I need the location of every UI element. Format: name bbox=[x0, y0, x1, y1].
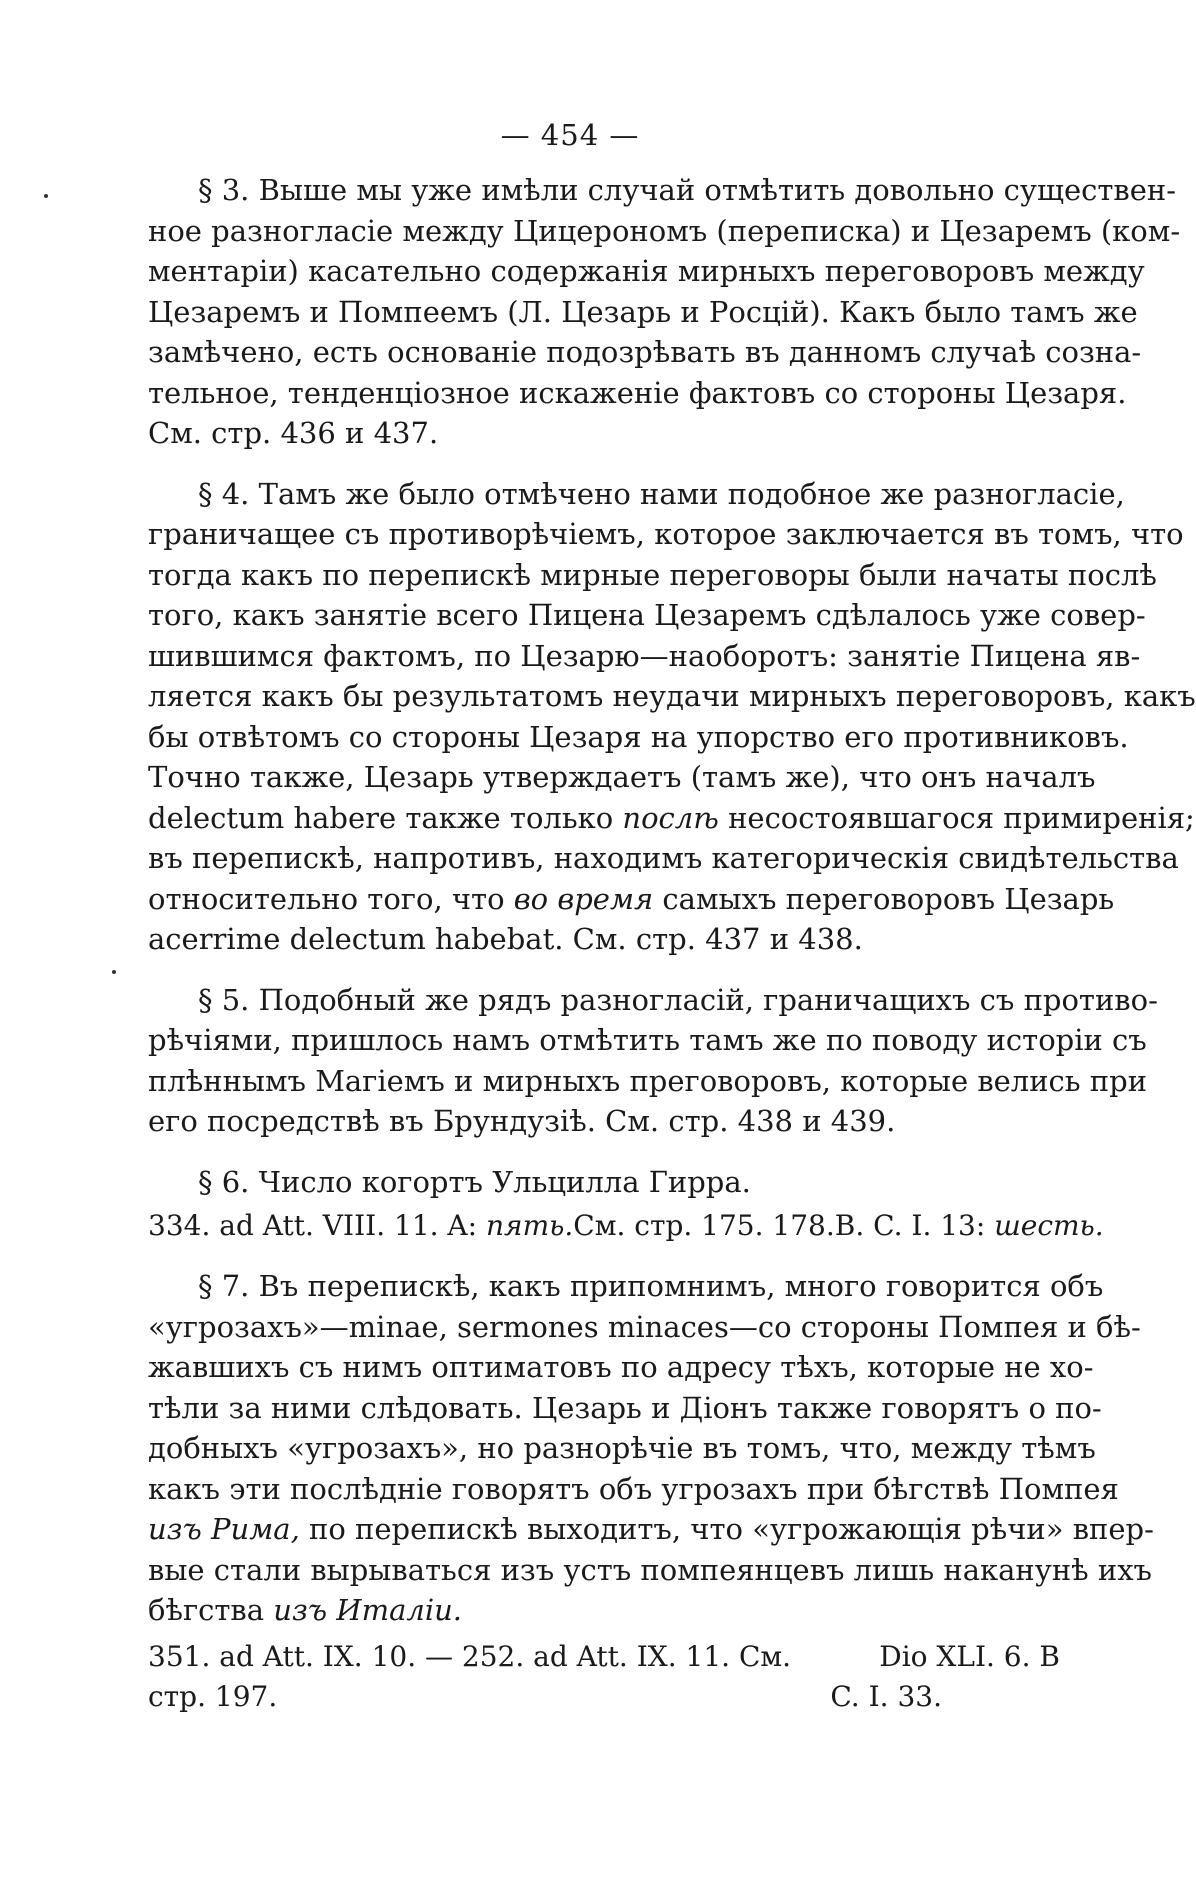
reference-pages: См. стр. 175. 178. bbox=[573, 1209, 835, 1242]
italic-emphasis: во время bbox=[513, 881, 654, 916]
section-7-line: жавшихъ съ нимъ оптиматовъ по адресу тѣхъ, которые не хо- bbox=[148, 1350, 1094, 1384]
margin-mark bbox=[112, 970, 116, 974]
italic-emphasis: изъ Рима, bbox=[148, 1512, 300, 1546]
section-5-line: § 5. Подобный же рядъ разногласій, граничащихъ съ противо- bbox=[198, 982, 1158, 1017]
section-3-line: замѣчено, есть основаніе подозрѣвать въ данномъ случаѣ созна- bbox=[148, 335, 1142, 369]
reference-caesar: B. C. I. 13: шесть. bbox=[834, 1209, 1104, 1242]
section-3-line: ное разногласіе между Цицерономъ (перепиcка) и Цезаремъ (ком- bbox=[148, 213, 1181, 248]
section-7-line: добныхъ «угрозахъ», но разнорѣчіе въ томъ, что, между тѣмъ bbox=[148, 1431, 1096, 1465]
section-4-line: тогда какъ по перепискѣ мирные переговоры были начаты послѣ bbox=[148, 557, 1157, 592]
section-4-line: § 4. Тамъ же было отмѣчено нами подобное же разногласіе, bbox=[198, 476, 1125, 511]
reference-caesar: C. I. 33. bbox=[830, 1679, 942, 1713]
section-6-heading: § 6. Число когортъ Ульцилла Гирра. bbox=[198, 1164, 751, 1199]
section-5-line: рѣчіями, пришлось намъ отмѣтить тамъ же по поводу исторіи съ bbox=[148, 1023, 1147, 1057]
section-3-line: § 3. Выше мы уже имѣли случай отмѣтить довольно существен- bbox=[198, 173, 1177, 207]
section-6 bbox=[148, 1162, 1060, 1203]
text-block bbox=[148, 170, 1196, 1717]
section-3-line: Цезаремъ и Помпеемъ (Л. Цезарь и Росцій). Какъ было тамъ же bbox=[148, 294, 1138, 329]
section-7-line: изъ Рима, по перепискѣ выходитъ, что «угрожающія рѣчи» впер- bbox=[148, 1512, 1154, 1546]
margin-mark bbox=[44, 194, 48, 198]
section-7-line: тѣли за ними слѣдовать. Цезарь и Діонъ также говорятъ о по- bbox=[148, 1390, 1102, 1425]
reference-letters: 351. ad Att. IX. 10. — 252. ad Att. IX. 11. См. bbox=[148, 1639, 792, 1673]
section-3-line: См. стр. 436 и 437. bbox=[148, 416, 439, 450]
page-number: — 454 — bbox=[500, 118, 640, 152]
section-7-references bbox=[148, 1637, 1060, 1677]
section-5-line: плѣннымъ Магіемъ и мирныхъ преговоровъ, которые велись при bbox=[148, 1063, 1148, 1098]
section-3-line: тельное, тенденціозное искаженіе фактовъ со стороны Цезаря. bbox=[148, 375, 1127, 410]
section-4-line: шившимся фактомъ, по Цезарю—наоборотъ: занятіе Пицена яв- bbox=[148, 638, 1141, 673]
section-6-references bbox=[148, 1206, 1104, 1246]
section-7-line: «угрозахъ»—minae, sermones minaces—со стороны Помпея и бѣ- bbox=[148, 1309, 1141, 1344]
section-4-line: въ перепискѣ, напротивъ, находимъ категорическія свидѣтельства bbox=[148, 841, 1179, 875]
section-4 bbox=[148, 474, 1196, 960]
reference-pages: стр. 197. bbox=[148, 1679, 278, 1713]
section-4-line: того, какъ занятіе всего Пицена Цезаремъ сдѣлалось уже совер- bbox=[148, 598, 1146, 632]
section-4-line: ляется какъ бы результатомъ неудачи мирныхъ переговоровъ, какъ bbox=[148, 679, 1196, 713]
section-3 bbox=[148, 170, 1181, 454]
section-7-line: § 7. Въ перепискѣ, какъ припомнимъ, много говорится объ bbox=[198, 1269, 1104, 1303]
section-4-line: бы отвѣтомъ со стороны Цезаря на упорство его противниковъ. bbox=[148, 719, 1129, 754]
section-7-line: какъ эти послѣдніе говорятъ объ угрозахъ при бѣгствѣ Помпея bbox=[148, 1471, 1119, 1506]
section-7 bbox=[148, 1266, 1154, 1631]
italic-emphasis: изъ Италіи. bbox=[273, 1593, 463, 1627]
section-4-line: acerrime delectum habebat. См. стр. 437 и 438. bbox=[148, 922, 863, 956]
section-3-line: ментаріи) касательно содержанія мирныхъ переговоровъ между bbox=[148, 254, 1145, 288]
reference-letters: 334. ad Att. VIII. 11. A: пять. bbox=[148, 1209, 574, 1242]
italic-emphasis: послѣ bbox=[622, 800, 719, 835]
reference-dio: Dio XLI. 6. B bbox=[879, 1639, 1060, 1673]
section-4-line: относительно того, что во время самыхъ переговоровъ Цезарь bbox=[148, 881, 1115, 916]
section-7-line: бѣгства изъ Италіи. bbox=[148, 1593, 463, 1627]
section-7-line: вые стали вырываться изъ устъ помпеянцевъ лишь наканунѣ ихъ bbox=[148, 1552, 1152, 1587]
section-4-line: Точно также, Цезарь утверждаетъ (тамъ же), что онъ началъ bbox=[148, 760, 1096, 794]
section-7-references-cont bbox=[148, 1677, 1060, 1717]
section-5 bbox=[148, 980, 1158, 1142]
section-4-line: граничащее съ противорѣчіемъ, которое заключается въ томъ, что bbox=[148, 517, 1184, 551]
section-5-line: его посредствѣ въ Брундузіѣ. См. стр. 438 и 439. bbox=[148, 1104, 896, 1138]
section-4-line: delectum habere также только послѣ несостоявшагося примиренія; bbox=[148, 800, 1195, 835]
